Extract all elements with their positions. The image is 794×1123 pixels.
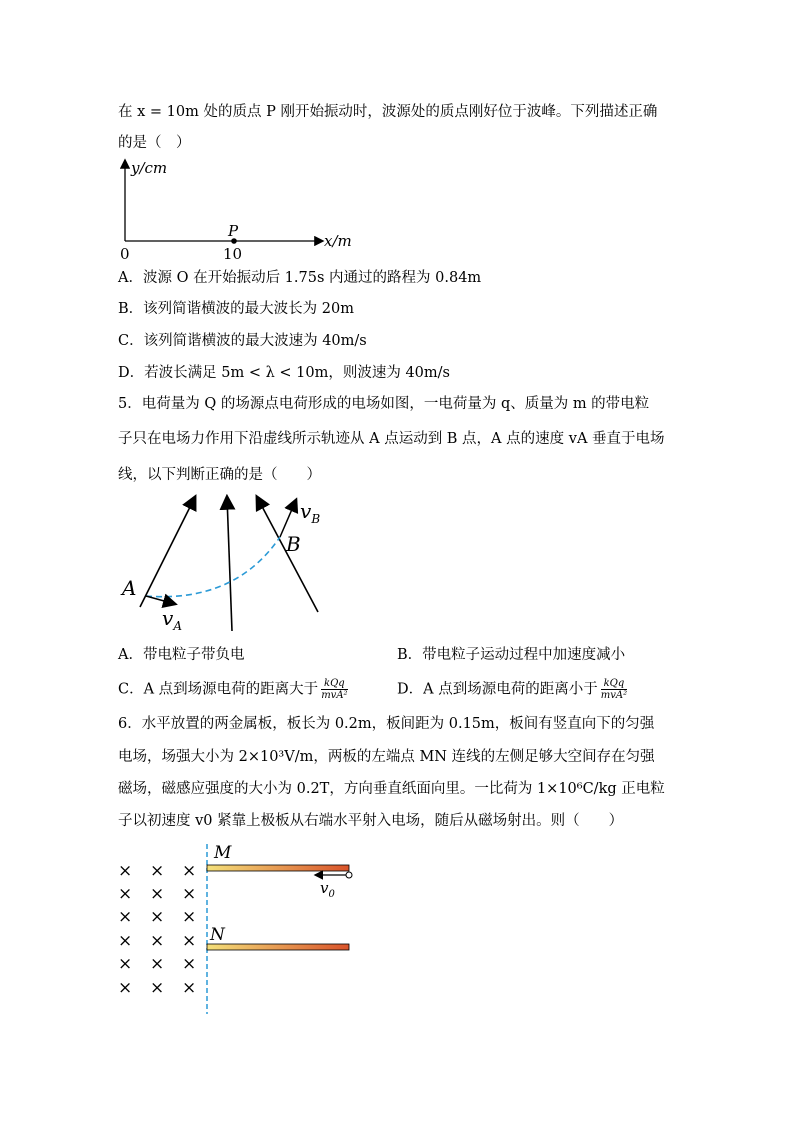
q5-stem-line1: 5．电荷量为 Q 的场源点电荷形成的电场如图，一电荷量为 q、质量为 m 的带电粒 bbox=[118, 396, 650, 412]
label-b: B bbox=[286, 532, 301, 556]
q4-option-a: A．波源 O 在开始振动后 1.75s 内通过的路程为 0.84m bbox=[118, 270, 482, 286]
q4-option-b: B．该列简谐横波的最大波长为 20m bbox=[118, 301, 354, 317]
particle bbox=[346, 872, 352, 878]
q6-plates-field-figure bbox=[110, 838, 370, 1018]
q6-stem-line2: 电场，场强大小为 2×10³V/m，两板的左端点 MN 连线的左侧足够大空间存在匀强 bbox=[118, 749, 655, 765]
fraction-numerator: kQq bbox=[601, 678, 627, 690]
field-line-1 bbox=[140, 497, 195, 607]
origin-label: 0 bbox=[120, 245, 130, 263]
svg-text:×: × bbox=[182, 907, 197, 927]
svg-text:×: × bbox=[118, 907, 133, 927]
tick-label-10: 10 bbox=[223, 245, 243, 263]
x-axis-label: x/m bbox=[324, 232, 352, 250]
svg-text:×: × bbox=[118, 884, 133, 904]
label-va: $v_A$ bbox=[162, 606, 182, 633]
svg-text:×: × bbox=[182, 931, 197, 951]
q5-option-c-text: C．A 点到场源电荷的距离大于 bbox=[118, 681, 319, 698]
svg-text:×: × bbox=[150, 884, 165, 904]
q4-option-c: C．该列简谐横波的最大波速为 40m/s bbox=[118, 333, 367, 349]
svg-text:×: × bbox=[118, 954, 133, 974]
point-p-label: P bbox=[228, 222, 239, 240]
q5-stem-line3: 线，以下判断正确的是（ ） bbox=[118, 467, 321, 483]
magnetic-field-crosses bbox=[118, 861, 196, 998]
svg-text:×: × bbox=[182, 954, 197, 974]
q6-stem-line3: 磁场，磁感应强度的大小为 0.2T，方向垂直纸面向里。一比荷为 1×10⁶C/kg 正电粒 bbox=[118, 781, 665, 797]
q4-option-d: D．若波长满足 5m < λ < 10m，则波速为 40m/s bbox=[118, 365, 450, 381]
q5-option-d-fraction bbox=[601, 678, 627, 701]
label-n: N bbox=[210, 925, 225, 945]
q5-option-b: B．带电粒子运动过程中加速度减小 bbox=[397, 647, 626, 663]
upper-plate bbox=[207, 865, 349, 871]
trajectory-dashed bbox=[146, 537, 280, 597]
q5-stem-line2: 子只在电场力作用下沿虚线所示轨迹从 A 点运动到 B 点，A 点的速度 vA 垂直于电场 bbox=[118, 431, 665, 447]
q4-stem-line1: 在 x = 10m 处的质点 P 刚开始振动时，波源处的质点刚好位于波峰。下列描述正确 bbox=[118, 104, 658, 120]
lower-plate bbox=[207, 944, 349, 950]
fraction-numerator: kQq bbox=[321, 678, 347, 690]
q5-option-d bbox=[397, 678, 627, 701]
q5-option-c-fraction bbox=[321, 678, 347, 701]
q6-stem-line1: 6．水平放置的两金属板，板长为 0.2m，板间距为 0.15m，板间有竖直向下的匀强 bbox=[118, 716, 655, 732]
label-vb: $v_B$ bbox=[300, 499, 321, 526]
q6-stem-line4: 子以初速度 v0 紧靠上极板从右端水平射入电场，随后从磁场射出。则（ ） bbox=[118, 813, 624, 829]
svg-text:×: × bbox=[182, 861, 197, 881]
q5-option-a: A．带电粒子带负电 bbox=[118, 647, 245, 663]
svg-text:×: × bbox=[150, 907, 165, 927]
svg-text:×: × bbox=[118, 931, 133, 951]
q5-electric-field-figure bbox=[110, 485, 350, 640]
y-axis-label: y/cm bbox=[131, 159, 168, 177]
q4-wave-graph bbox=[110, 155, 370, 265]
svg-text:×: × bbox=[150, 861, 165, 881]
svg-text:×: × bbox=[118, 861, 133, 881]
svg-text:×: × bbox=[150, 931, 165, 951]
label-v0: $v_0$ bbox=[320, 879, 335, 900]
q5-option-d-text: D．A 点到场源电荷的距离小于 bbox=[397, 681, 598, 698]
q4-stem-line2: 的是（ ） bbox=[118, 135, 191, 151]
svg-text:×: × bbox=[118, 978, 133, 998]
label-a: A bbox=[122, 576, 137, 600]
svg-text:×: × bbox=[182, 978, 197, 998]
q5-option-c bbox=[118, 678, 348, 701]
label-m: M bbox=[214, 843, 232, 863]
field-line-2 bbox=[227, 497, 232, 631]
fraction-denominator: mvA² bbox=[600, 690, 628, 701]
svg-text:×: × bbox=[150, 954, 165, 974]
svg-text:×: × bbox=[150, 978, 165, 998]
fraction-denominator: mvA² bbox=[321, 690, 348, 701]
svg-text:×: × bbox=[182, 884, 197, 904]
